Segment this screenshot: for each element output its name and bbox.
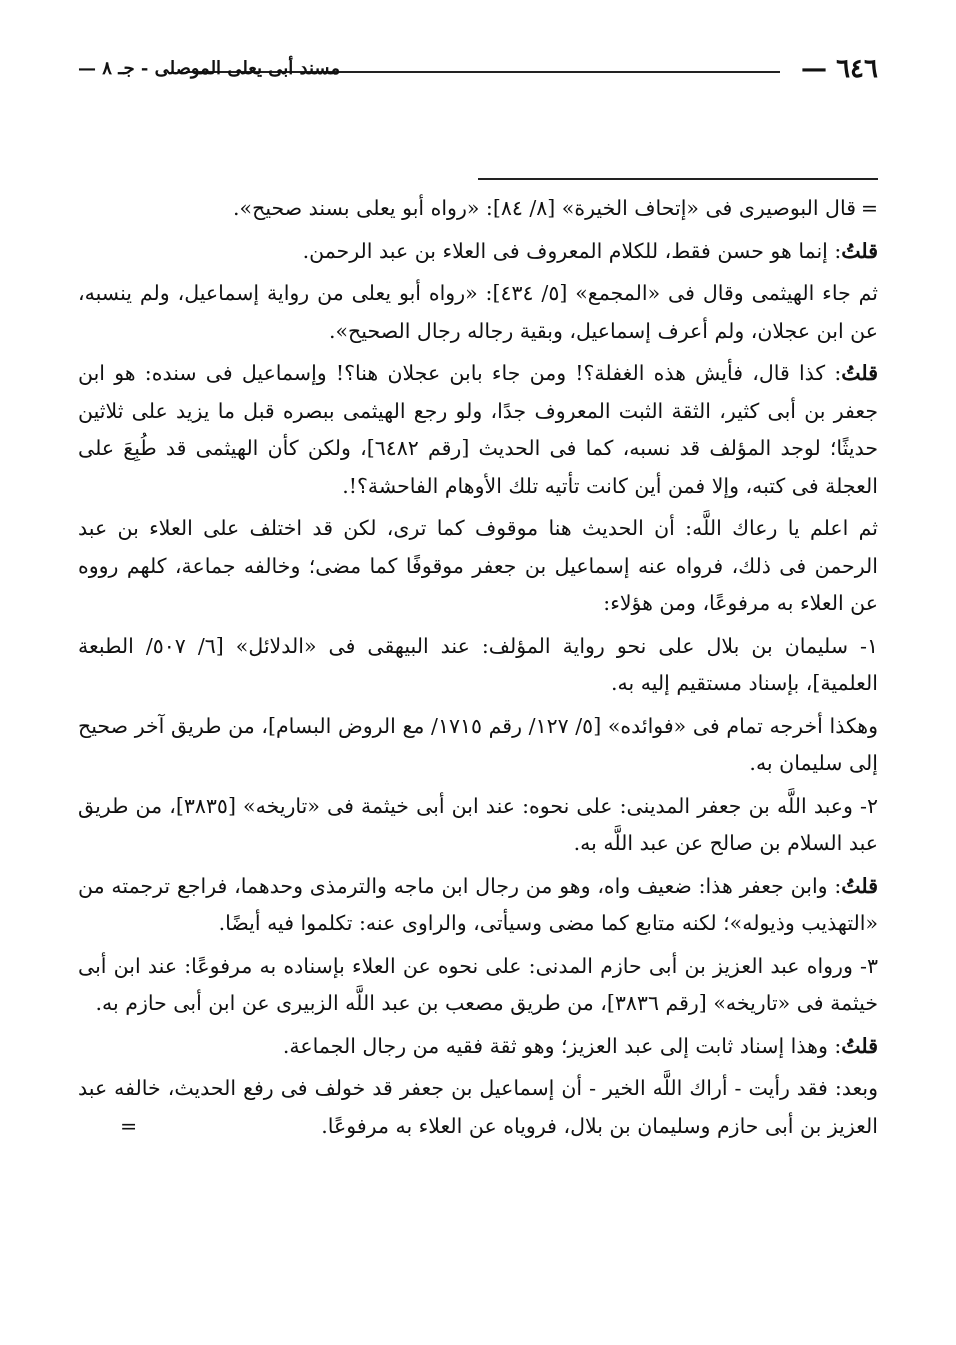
paragraph-text: : وهذا إسناد ثابت إلى عبد العزيز؛ وهو ثقة فقيه من رجال الجماعة. xyxy=(282,1033,842,1058)
paragraph-conclusion xyxy=(78,1070,878,1145)
comment-lead: قلتُ xyxy=(841,1033,878,1058)
paragraph-comment-1 xyxy=(78,233,878,271)
footnote-body xyxy=(78,190,878,1150)
paragraph-text: : إنما هو حسن فقط، للكلام المعروف فى العلاء بن عبد الرحمن. xyxy=(302,238,842,263)
paragraph-item-2: ٢- وعبد اللَّه بن جعفر المدينى: على نحوه: عند ابن أبى خيثمة فى «تاريخه» [٣٨٣٥]، من طريق عبد السلام بن صالح عن عبد اللَّه به. xyxy=(78,793,878,855)
paragraph-text: : كذا قال، فأيش هذه الغفلة؟! ومن جاء بابن عجلان هنا؟! وإسماعيل فى سنده: هو ابن جعفر بن أبى كثير، الثقة الثبت المعروف جدًا، ولو رجع الهيثمى ببصره قبل ما يزيد على ثلاثين حديثًا؛ لوجد المؤلف قد نسبه، كما فى الحديث [رقم ٦٤٨٢]، ولكن كأن الهيثمى قد طُبِعَ على العجلة فى كتبه، وإلا فمن أين كانت تأتيه تلك الأوهام الفاحشة؟!. xyxy=(78,361,878,498)
paragraph-item-3: ٣- ورواه عبد العزيز بن أبى حازم المدنى: على نحوه عن العلاء بإسناده به مرفوعًا: عند ابن أبى خيثمة فى «تاريخه» [رقم ٣٨٣٦]، من طريق مصعب بن عبد اللَّه الزبيرى عن ابن أبى حازم به. xyxy=(78,953,878,1015)
comment-lead: قلتُ xyxy=(841,361,878,385)
paragraph-text: : وابن جعفر هذا: ضعيف واه، وهو من رجال ابن ماجه والترمذى وحدهما، فراجع ترجمته من «التهذيب وذيوله»؛ لكنه متابع كما مضى وسيأتى، والراوى عنه: تكلموا فيه أيضًا. xyxy=(78,873,878,935)
paragraph-text: وبعد: فقد رأيت - أراك اللَّه الخير - أن إسماعيل بن جعفر قد خولف فى رفع الحديث، خالفه عبد العزيز بن أبى حازم وسليمان بن بلال، فروياه عن العلاء به مرفوعًا. xyxy=(78,1076,878,1138)
book-title: مسند أبى يعلى الموصلى - جـ ٨ — xyxy=(78,58,341,79)
paragraph-tammam: وهكذا أخرجه تمام فى «فوائده» [٥/ ١٢٧/ رقم ١٧١٥/ مع الروض البسام]، من طريق آخر صحيح إلى سليمان به. xyxy=(78,713,878,775)
page-header xyxy=(78,52,878,92)
paragraph-comment-4 xyxy=(78,1028,878,1066)
paragraph-comment-3 xyxy=(78,868,878,943)
paragraph-text: قال البوصيرى فى «إتحاف الخيرة» [٨/ ٨٤]: «رواه أبو يعلى بسند صحيح». xyxy=(233,196,856,220)
paragraph-comment-2 xyxy=(78,355,878,505)
continuation-mark-end: = xyxy=(120,1113,138,1138)
comment-lead: قلتُ xyxy=(841,238,878,263)
continuation-mark: = xyxy=(860,196,878,220)
paragraph-haythami: ثم جاء الهيثمى وقال فى «المجمع» [٥/ ٤٣٤]: «رواه أبو يعلى من رواية إسماعيل، ولم ينسبه، عن ابن عجلان، ولم أعرف إسماعيل، وبقية رجاله رجال الصحيح». xyxy=(78,281,878,343)
footnote-separator xyxy=(478,178,878,180)
comment-lead: قلتُ xyxy=(841,873,878,898)
page-number: ٦٤٦ — xyxy=(801,54,878,84)
paragraph-mawquf: ثم اعلم يا رعاك اللَّه: أن الحديث هنا موقوف كما ترى، لكن قد اختلف على العلاء بن عبد الرحمن فى ذلك، فرواه عنه إسماعيل بن جعفر موقوفًا كما مضى؛ وخالفه جماعة، كلهم رووه عن العلاء به مرفوعًا، ومن هؤلاء: xyxy=(78,516,878,615)
paragraph-busiri xyxy=(78,190,878,228)
paragraph-item-1: ١- سليمان بن بلال على نحو رواية المؤلف: عند البيهقى فى «الدلائل» [٦/ ٥٠٧/ الطبعة العلمية]، بإسناد مستقيم إليه به. xyxy=(78,633,878,695)
